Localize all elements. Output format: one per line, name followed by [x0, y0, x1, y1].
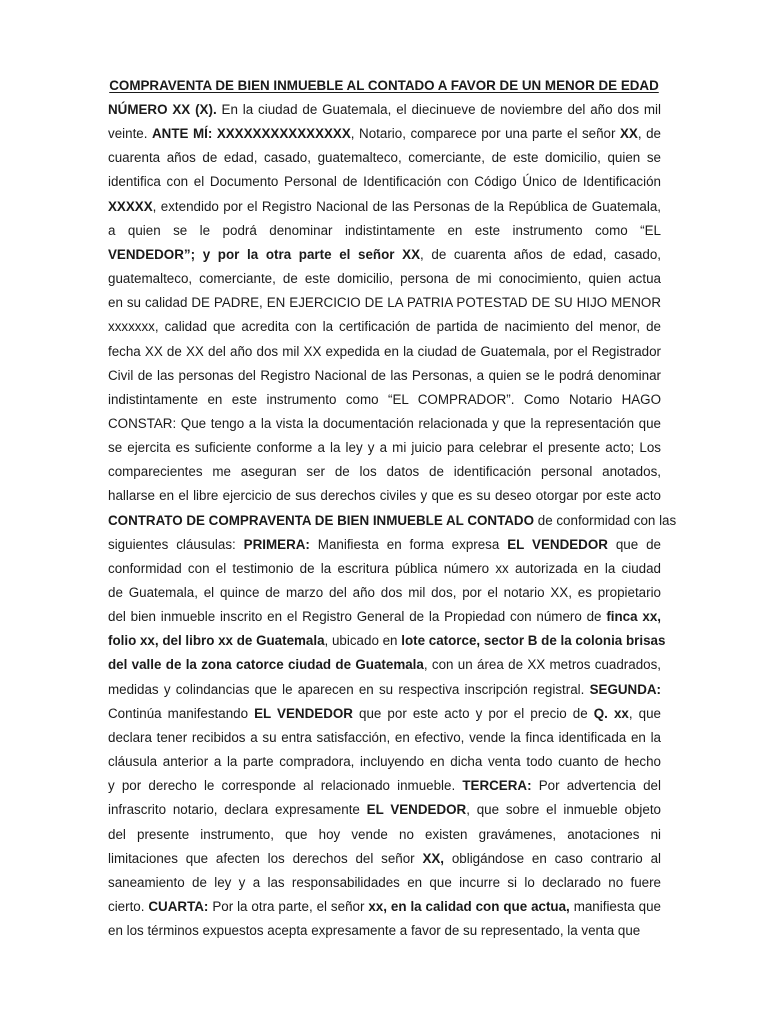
text-segment: de Guatemala, el quince de marzo del año dos mil dos, por el notario XX, es propietario [108, 585, 661, 600]
document-line [108, 292, 661, 314]
document-line [108, 437, 661, 459]
bold-text-segment: TERCERA: [462, 778, 532, 794]
document-line [108, 679, 661, 701]
text-segment: infrascrito notario, declara expresamente [108, 802, 367, 818]
document-line [108, 896, 661, 918]
document-title [0, 76, 768, 96]
document-line [108, 799, 661, 821]
bold-text-segment: EL VENDEDOR [254, 705, 353, 721]
text-segment: cuarenta años de edad, casado, guatemalteco, comerciante, de este domicilio, quien se [108, 150, 661, 166]
text-segment: comparecientes me aseguran ser de los datos de identificación personal anotados, [108, 464, 661, 480]
text-segment: declara tener recibidos a su entra satisfacción, en efectivo, vende la finca identificada en la [108, 729, 661, 745]
text-segment: , extendido por el Registro Nacional de las Personas de la República de Guatemala, [152, 198, 661, 214]
document-title-text: COMPRAVENTA DE BIEN INMUEBLE AL CONTADO A FAVOR DE UN MENOR DE EDAD [109, 78, 659, 93]
text-segment: Civil de las personas del Registro Nacional de las Personas, a quien se le podrá denominar [108, 367, 661, 383]
document-line [108, 510, 677, 532]
document-line [108, 147, 661, 169]
bold-text-segment: XX, [422, 850, 445, 866]
text-segment: , que [628, 705, 661, 721]
document-line [108, 99, 661, 121]
document-line [108, 365, 661, 387]
document-line [108, 848, 661, 870]
document-line [108, 920, 661, 942]
text-segment: conformidad con el testimonio de la escritura pública número xx autorizada en la ciudad [108, 560, 661, 576]
document-line [108, 389, 661, 411]
text-segment: en su calidad DE PADRE, EN EJERCICIO DE LA PATRIA POTESTAD DE SU HIJO MENOR [108, 295, 661, 311]
text-segment: CONSTAR: Que tengo a la vista la documentación relacionada y que la representación que [108, 415, 661, 431]
document-line [108, 872, 661, 894]
document-line [108, 824, 661, 846]
text-segment: , con un área de XX metros cuadrados, [423, 657, 662, 673]
bold-text-segment: finca xx, [606, 609, 661, 625]
document-line [108, 461, 661, 483]
document-line [108, 485, 661, 507]
bold-text-segment: VENDEDOR”; y por la otra parte el señor [108, 246, 403, 262]
text-segment: en los términos expuestos acepta expresamente a favor de su representado, la venta que [108, 923, 641, 939]
bold-text-segment: xx, en la calidad con que actua, [368, 898, 570, 914]
bold-text-segment: PRIMERA: [243, 536, 310, 552]
text-segment: se ejercita es suficiente conforme a la ley y a mi juicio para celebrar el presente acto; Los [108, 440, 661, 456]
text-segment: Por advertencia del [531, 778, 661, 794]
document-line [108, 751, 661, 773]
bold-text-segment: CONTRATO DE COMPRAVENTA DE BIEN INMUEBLE AL CONTADO [108, 512, 535, 528]
document-line [108, 123, 661, 145]
bold-text-segment: ANTE MÍ: XXXXXXXXXXXXXXX [151, 126, 351, 142]
text-segment: , de [637, 126, 661, 142]
bold-text-segment: EL VENDEDOR [366, 802, 467, 818]
document-line [108, 220, 661, 242]
bold-text-segment: folio xx, del libro xx de Guatemala [108, 633, 325, 649]
text-segment: guatemalteco, comerciante, de este domicilio, persona de mi conocimiento, quien actua [108, 271, 661, 287]
text-segment: cláusula anterior a la parte compradora, incluyendo en dicha venta todo cuanto de hecho [108, 754, 661, 770]
text-segment: y por derecho le corresponde al relacionado inmueble. [108, 778, 463, 794]
document-line [108, 727, 661, 749]
text-segment: siguientes cláusulas: [108, 536, 244, 552]
text-segment: Por la otra parte, el señor [208, 898, 369, 914]
bold-text-segment: XX [619, 126, 638, 142]
text-segment: del presente instrumento, que hoy vende no existen gravámenes, anotaciones ni [108, 826, 661, 842]
bold-text-segment: del valle de la zona catorce ciudad de Guatemala [108, 657, 424, 673]
text-segment: xxxxxxx, calidad que acredita con la certificación de partida de nacimiento del menor, de [108, 319, 661, 335]
bold-text-segment: Q. xx [593, 705, 629, 721]
document-line [108, 703, 661, 725]
text-segment: saneamiento de ley y a las responsabilidades en que incurre si lo declarado no fuere [108, 874, 661, 890]
bold-text-segment: XX [402, 246, 421, 262]
text-segment: veinte. [108, 126, 152, 142]
text-segment: Manifiesta en forma expresa [309, 536, 508, 552]
document-line [108, 316, 661, 338]
text-segment: indistintamente en este instrumento como “EL COMPRADOR”. Como Notario HAGO [108, 391, 661, 407]
document-line [108, 775, 661, 797]
text-segment: , ubicado en [324, 633, 402, 649]
text-segment: , Notario, comparece por una parte el señor [350, 126, 620, 142]
document-line [108, 196, 661, 218]
text-segment: de conformidad con las [534, 512, 677, 528]
bold-text-segment: XXXXX [108, 198, 153, 214]
text-segment: medidas y colindancias que le aparecen en su respectiva inscripción registral. [108, 681, 590, 697]
text-segment: que por este acto y por el precio de [352, 705, 594, 721]
document-line [108, 630, 666, 652]
text-segment: del bien inmueble inscrito en el Registro General de la Propiedad con número de [108, 609, 607, 625]
document-line [108, 268, 661, 290]
bold-text-segment: NÚMERO XX (X). [108, 102, 217, 117]
text-segment: hallarse en el libre ejercicio de sus derechos civiles y que es su deseo otorgar por este acto [108, 488, 661, 504]
document-line [108, 654, 661, 676]
text-segment: , de cuarenta años de edad, casado, [420, 246, 662, 262]
document-line [108, 558, 661, 580]
text-segment: limitaciones que afecten los derechos del señor [108, 850, 423, 866]
bold-text-segment: CUARTA: [148, 898, 209, 914]
document-line [108, 534, 661, 556]
text-segment: manifiesta que [569, 898, 662, 914]
document-line [108, 606, 661, 628]
bold-text-segment: lote catorce, sector B de la colonia brisas [401, 633, 666, 649]
text-segment: fecha XX de XX del año dos mil XX expedida en la ciudad de Guatemala, por el Registrador [108, 343, 661, 359]
bold-text-segment: SEGUNDA: [589, 681, 661, 697]
bold-text-segment: EL VENDEDOR [507, 536, 608, 552]
document-line [108, 582, 661, 604]
text-segment: En la ciudad de Guatemala, el diecinueve de noviembre del año dos mil [216, 102, 661, 117]
text-segment: obligándose en caso contrario al [444, 850, 661, 866]
text-segment: que de [607, 536, 661, 552]
text-segment: , que sobre el inmueble objeto [466, 802, 661, 818]
document-line [108, 244, 661, 266]
document-line [108, 341, 661, 363]
text-segment: identifica con el Documento Personal de Identificación con Código Único de Identificación [108, 174, 661, 190]
text-segment: Continúa manifestando [108, 705, 255, 721]
text-segment: cierto. [108, 898, 149, 914]
text-segment: a quien se le podrá denominar indistintamente en este instrumento como “EL [108, 222, 661, 238]
document-line [108, 413, 661, 435]
document-line [108, 171, 661, 193]
